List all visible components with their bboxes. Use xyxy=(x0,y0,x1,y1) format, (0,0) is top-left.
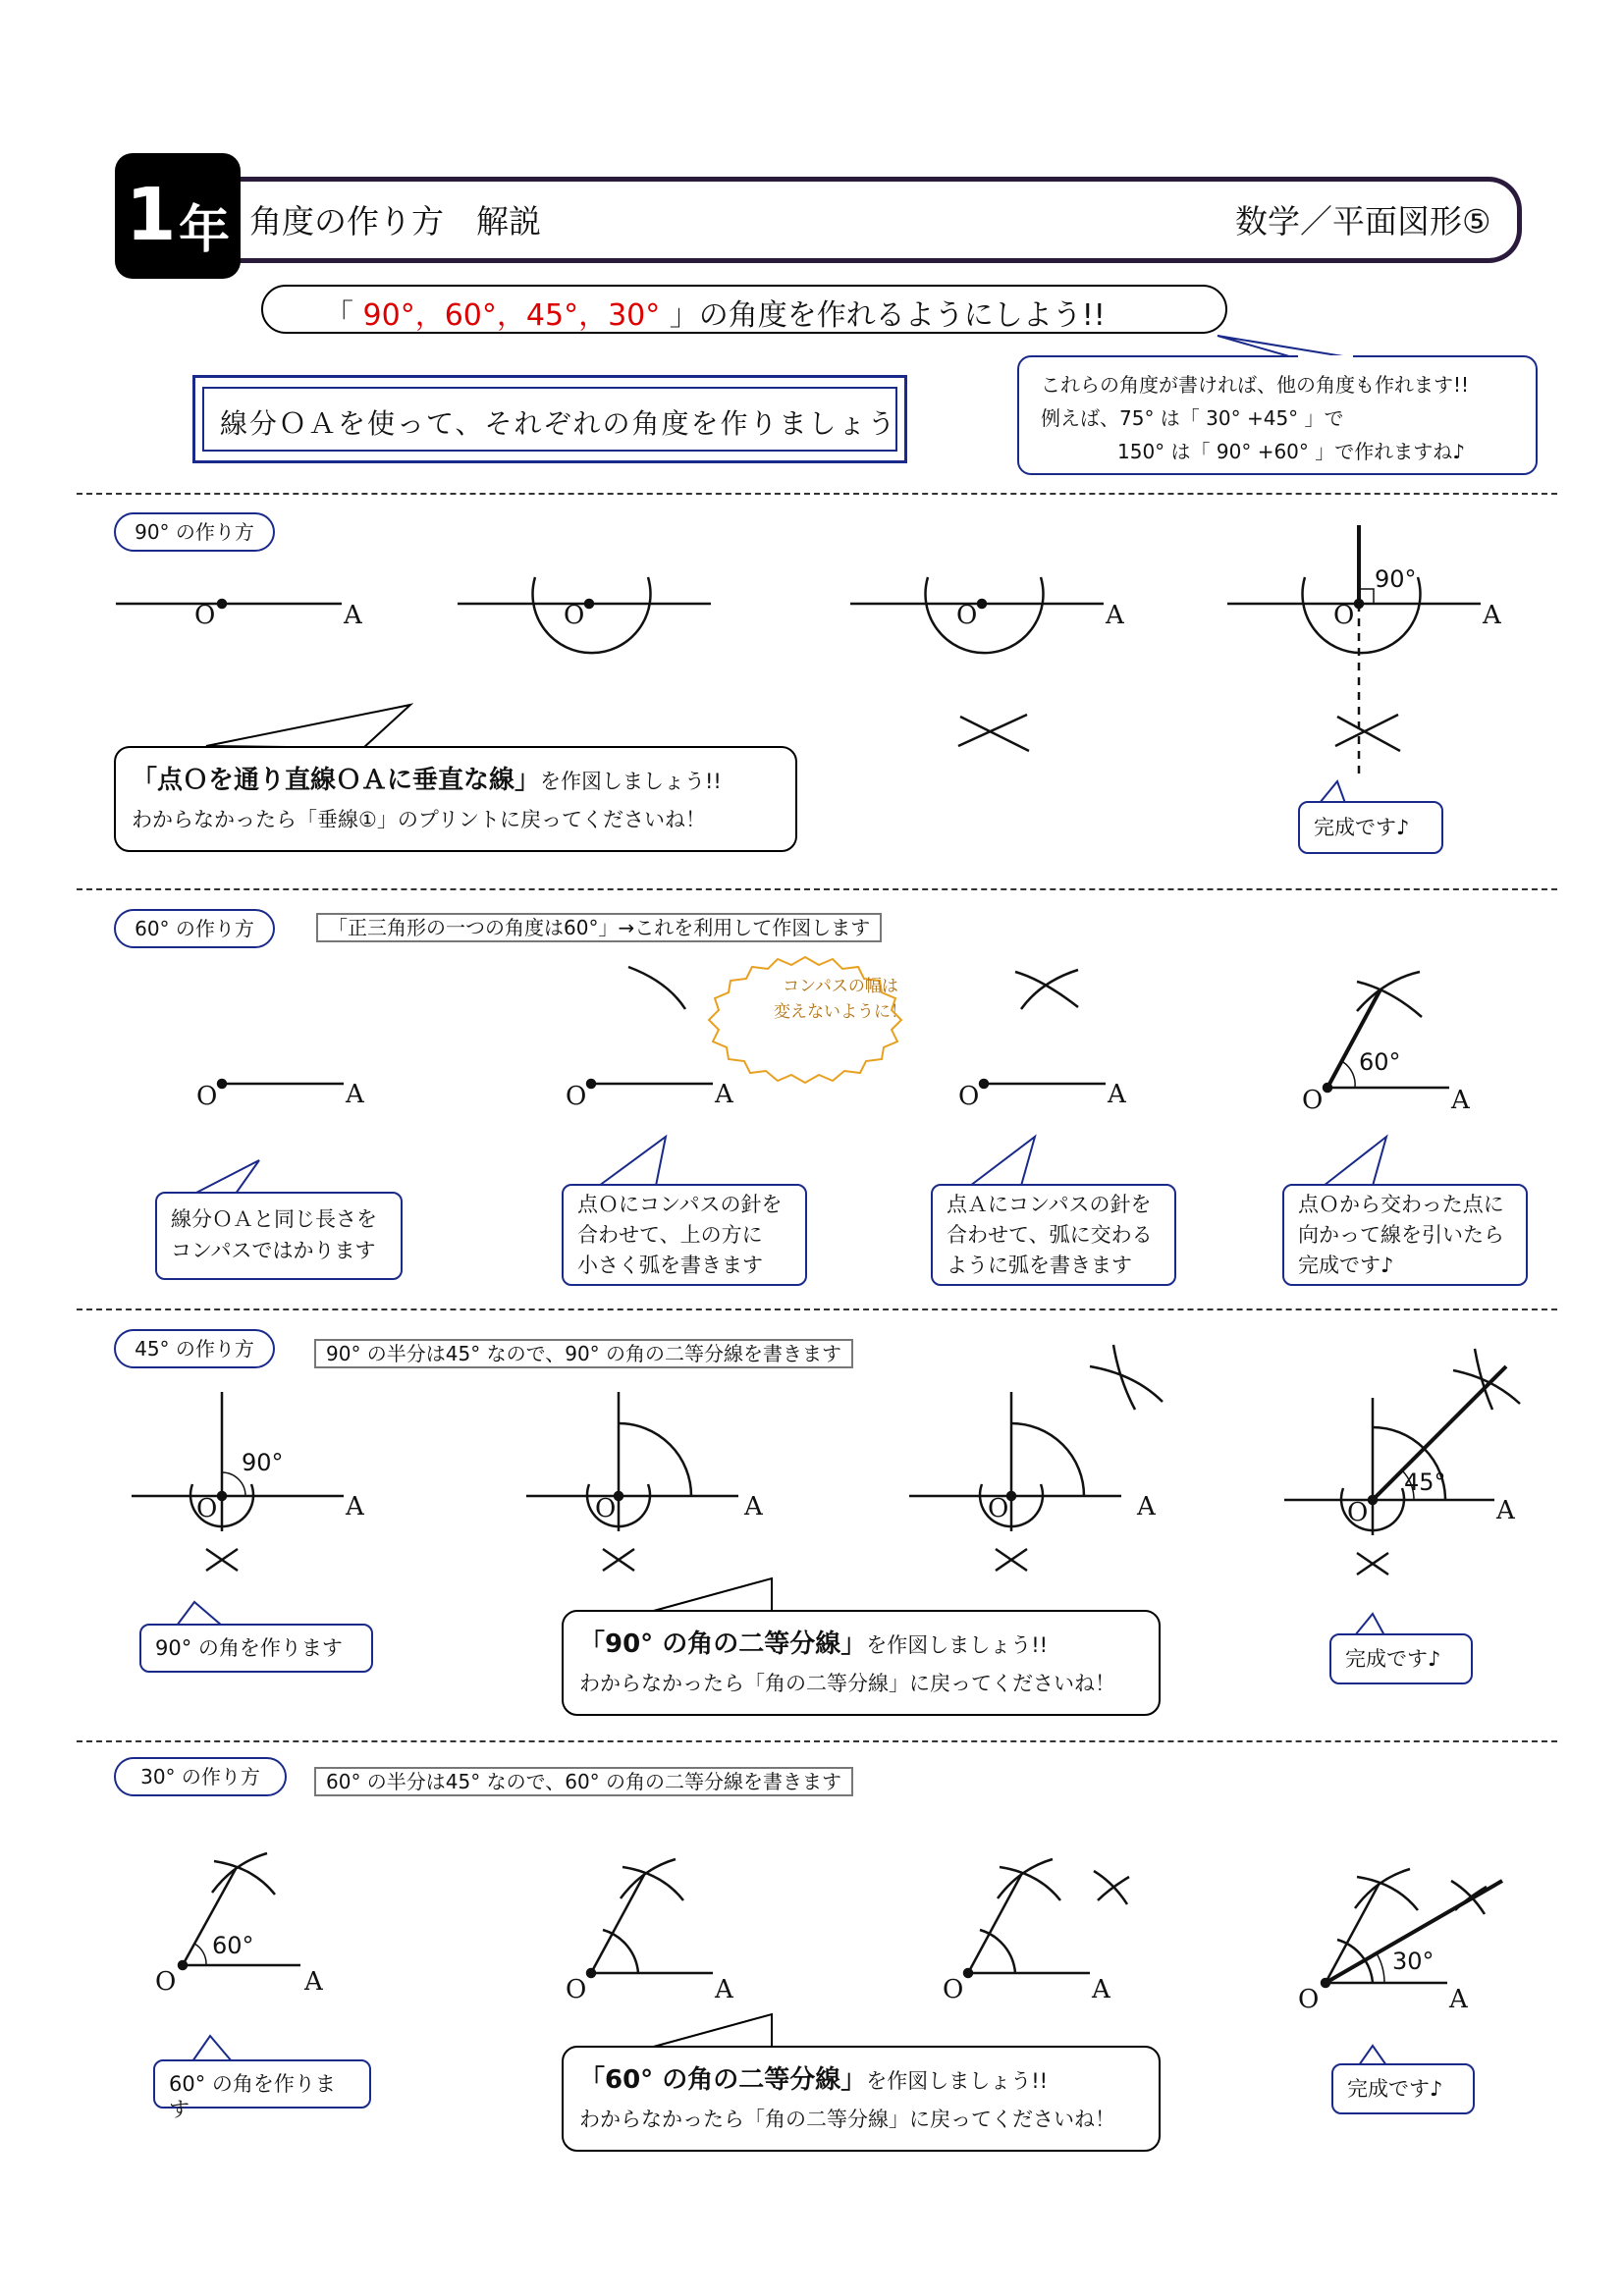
fig-60-step2 xyxy=(587,967,713,1088)
bubble-tail-45 xyxy=(650,1578,772,1612)
point-o-label: O xyxy=(1333,601,1355,630)
point-a-label: A xyxy=(346,1492,364,1522)
angle-45-label: 45° xyxy=(1404,1468,1446,1496)
step-bubble-45-1: 90° の角を作ります xyxy=(139,1624,373,1673)
goal-text: 「 90°，60°，45°，30° 」の角度を作れるようにしよう!! xyxy=(324,298,1106,333)
fig-45-step2 xyxy=(526,1392,738,1571)
step-tail-45-1 xyxy=(177,1602,222,1626)
bubble-30-instruction: 「60° の角の二等分線」を作図しましょう!! わからなかったら「角の二等分線」に戻ってくださいね！ xyxy=(562,2046,1161,2152)
step-tail-60-1 xyxy=(194,1160,259,1194)
subject-title: 数学／平面図形⑤ xyxy=(1235,202,1491,240)
angle-90-label: 90° xyxy=(1375,565,1417,593)
section-note-30: 60° の半分は45° なので、60° の角の二等分線を書きます xyxy=(314,1767,853,1796)
point-o-label: O xyxy=(196,1494,218,1523)
fig-30-step2 xyxy=(587,1859,713,1977)
fig-45-step3 xyxy=(909,1345,1163,1571)
tip-line-1: これらの角度が書ければ、他の角度も作れます!! xyxy=(1041,373,1470,397)
point-a-label: A xyxy=(1137,1492,1156,1522)
bubble-tail-90 xyxy=(206,705,410,748)
step-bubble-60-4: 点Ｏから交わった点に 向かって線を引いたら 完成です♪ xyxy=(1282,1184,1528,1286)
point-o-label: O xyxy=(1298,1985,1320,2014)
point-a-label: A xyxy=(346,1080,364,1109)
grade-kanji: 年 xyxy=(179,201,231,260)
bubble-tail-30 xyxy=(650,2014,772,2048)
point-o-label: O xyxy=(943,1975,964,2004)
done-bubble-90: 完成です♪ xyxy=(1298,801,1443,854)
grade-number: 1 xyxy=(126,173,177,257)
tip-line-3: 150° は「 90° +60° 」で作れますね♪ xyxy=(1117,440,1466,463)
done-bubble-30: 完成です♪ xyxy=(1331,2063,1475,2114)
point-a-label: A xyxy=(1449,1985,1468,2014)
point-o-label: O xyxy=(566,1082,587,1111)
point-o-label: O xyxy=(155,1967,177,1997)
step-bubble-30-1: 60° の角を作ります xyxy=(153,2059,371,2109)
goal-angles: 90°，60°，45°，30° xyxy=(362,298,661,333)
point-o-label: O xyxy=(595,1494,617,1523)
fig-60-step3 xyxy=(980,970,1106,1088)
tip-line-2: 例えば、75° は「 30° +45° 」で xyxy=(1041,406,1344,430)
fig-60-step1 xyxy=(218,1080,344,1088)
step-bubble-60-2: 点Ｏにコンパスの針を 合わせて、上の方に 小さく弧を書きます xyxy=(562,1184,807,1286)
point-a-label: A xyxy=(715,1080,733,1109)
compass-badge-text: コンパスの幅は 変えないように！ xyxy=(774,977,907,1022)
point-a-label: A xyxy=(1483,601,1501,630)
point-a-label: A xyxy=(1092,1975,1110,2004)
done-tail-30 xyxy=(1359,2046,1386,2065)
instruction-text: 線分ＯＡを使って、それぞれの角度を作りましょう xyxy=(220,407,897,440)
step-tail-60-4 xyxy=(1324,1137,1386,1186)
fig-90-step1 xyxy=(116,600,342,608)
step-bubble-60-1: 線分ＯＡと同じ長さを コンパスではかります xyxy=(155,1192,403,1280)
point-o-label: O xyxy=(988,1494,1009,1523)
section-label-30: 30° の作り方 xyxy=(114,1757,287,1796)
point-a-label: A xyxy=(1108,1080,1126,1109)
point-a-label: A xyxy=(1451,1086,1470,1115)
step-tail-30-1 xyxy=(192,2036,232,2061)
page-title: 角度の作り方 解説 xyxy=(249,202,541,240)
angle-60-label: 60° xyxy=(1359,1048,1401,1076)
done-tail-90 xyxy=(1320,781,1345,803)
angle-60-label: 60° xyxy=(212,1932,254,1959)
step-tail-60-3 xyxy=(970,1137,1035,1186)
point-a-label: A xyxy=(715,1975,733,2004)
point-o-label: O xyxy=(194,601,216,630)
angle-90-label: 90° xyxy=(242,1449,284,1476)
section-note-60: 「正三角形の一つの角度は60°」→これを利用して作図します xyxy=(316,913,882,942)
step-bubble-60-3: 点Ａにコンパスの針を 合わせて、弧に交わる ように弧を書きます xyxy=(931,1184,1176,1286)
section-label-60: 60° の作り方 xyxy=(114,909,275,948)
section-label-45: 45° の作り方 xyxy=(114,1329,275,1368)
section-label-90: 90° の作り方 xyxy=(114,512,275,552)
step-tail-60-2 xyxy=(599,1137,666,1186)
bubble-90-instruction: 「点Ｏを通り直線ＯＡに垂直な線」を作図しましょう!! わからなかったら「垂線①」のプリントに戻ってくださいね！ xyxy=(114,746,797,852)
point-a-label: A xyxy=(1496,1496,1515,1525)
point-a-label: A xyxy=(344,601,362,630)
point-a-label: A xyxy=(304,1967,323,1997)
fig-30-step3 xyxy=(964,1859,1129,1977)
fig-90-step4 xyxy=(1227,525,1481,775)
fig-45-step4 xyxy=(1284,1349,1520,1575)
fig-45-step1 xyxy=(132,1392,344,1571)
point-o-label: O xyxy=(1302,1086,1324,1115)
point-o-label: O xyxy=(958,1082,980,1111)
point-o-label: O xyxy=(564,601,585,630)
point-o-label: O xyxy=(196,1082,218,1111)
section-note-45: 90° の半分は45° なので、90° の角の二等分線を書きます xyxy=(314,1339,853,1368)
point-o-label: O xyxy=(1347,1498,1369,1527)
done-bubble-45: 完成です♪ xyxy=(1329,1633,1473,1684)
point-a-label: A xyxy=(744,1492,763,1522)
point-o-label: O xyxy=(566,1975,587,2004)
bubble-45-instruction: 「90° の角の二等分線」を作図しましょう!! わからなかったら「角の二等分線」に戻ってくださいね！ xyxy=(562,1610,1161,1716)
angle-30-label: 30° xyxy=(1392,1948,1435,1975)
done-tail-45 xyxy=(1355,1614,1384,1635)
point-a-label: A xyxy=(1106,601,1124,630)
point-o-label: O xyxy=(956,601,978,630)
